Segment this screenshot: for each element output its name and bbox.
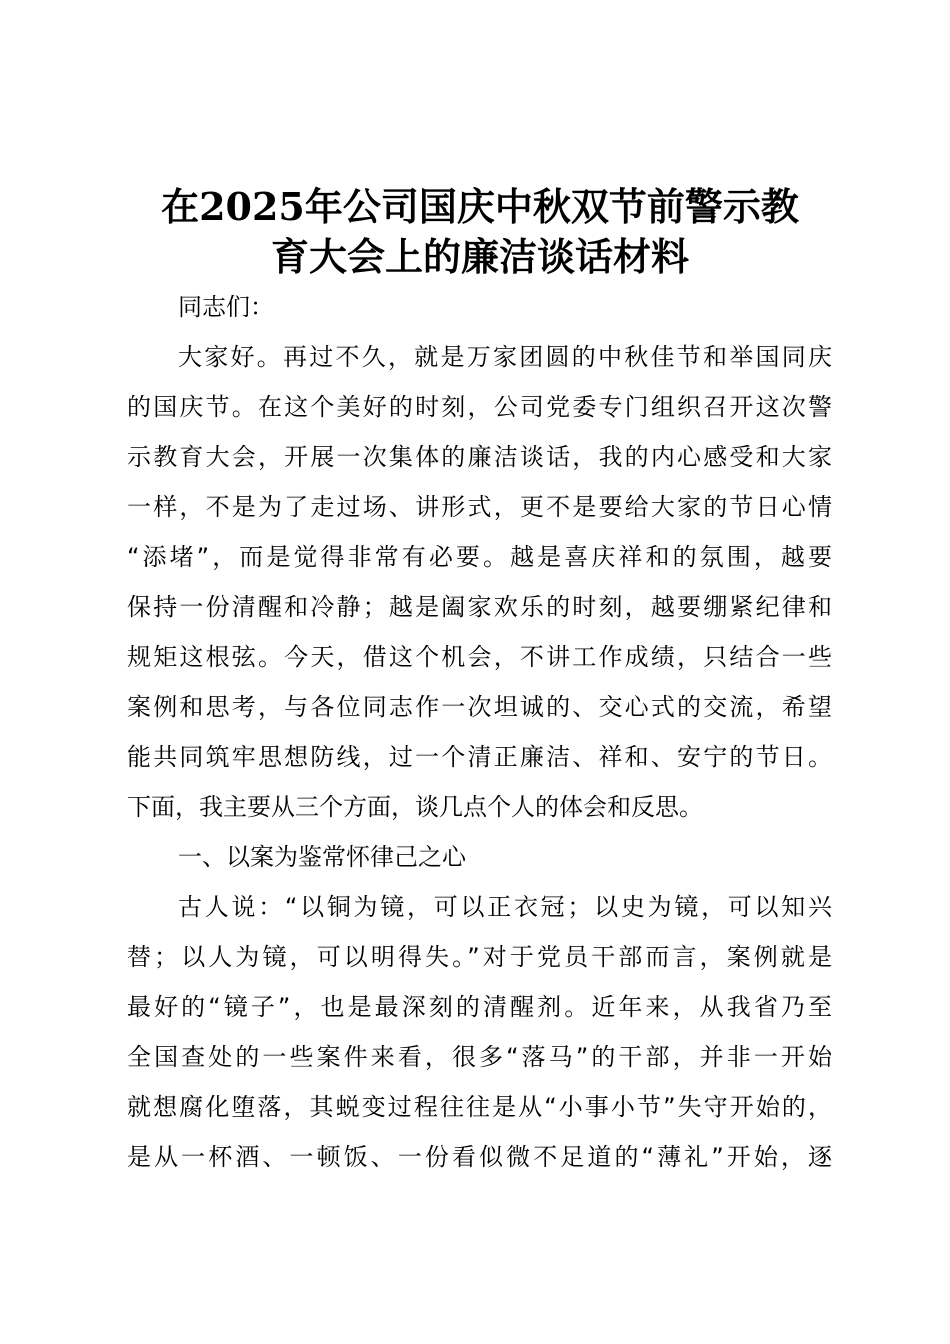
- paragraph-line: 大家好。再过不久，就是万家团圆的中秋佳节和举国同庆: [178, 343, 832, 371]
- paragraph-2: [127, 882, 832, 1182]
- paragraph-line: 的国庆节。在这个美好的时刻，公司党委专门组织召开这次警: [127, 393, 832, 421]
- paragraph-line: 示教育大会，开展一次集体的廉洁谈话，我的内心感受和大家: [127, 443, 832, 471]
- paragraph-line: 就想腐化堕落，其蜕变过程往往是从“小事小节”失守开始的，: [127, 1093, 832, 1121]
- paragraph-line: 最好的“镜子”，也是最深刻的清醒剂。近年来，从我省乃至: [127, 993, 832, 1021]
- paragraph-1: [127, 332, 832, 832]
- document-body: [127, 282, 832, 1182]
- paragraph-line: 替；以人为镜，可以明得失。”对于党员干部而言，案例就是: [127, 943, 832, 971]
- paragraph-line: 一样，不是为了走过场、讲形式，更不是要给大家的节日心情: [127, 493, 832, 521]
- salutation: 同志们：: [178, 293, 274, 321]
- paragraph-line: 全国查处的一些案件来看，很多“落马”的干部，并非一开始: [127, 1043, 832, 1071]
- paragraph-line: 案例和思考，与各位同志作一次坦诚的、交心式的交流，希望: [127, 693, 832, 721]
- paragraph-line: “添堵”，而是觉得非常有必要。越是喜庆祥和的氛围，越要: [127, 543, 832, 571]
- title-line-1: 在2025年公司国庆中秋双节前警示教: [161, 184, 799, 229]
- paragraph-line: 能共同筑牢思想防线，过一个清正廉洁、祥和、安宁的节日。: [127, 743, 832, 771]
- paragraph-line: 是从一杯酒、一顿饭、一份看似微不足道的“薄礼”开始，逐: [127, 1143, 832, 1171]
- title-line-2: 育大会上的廉洁谈话材料: [270, 234, 689, 279]
- paragraph-line: 保持一份清醒和冷静；越是阖家欢乐的时刻，越要绷紧纪律和: [127, 593, 832, 621]
- document-title: [100, 182, 860, 282]
- paragraph-line: 规矩这根弦。今天，借这个机会，不讲工作成绩，只结合一些: [127, 643, 832, 671]
- paragraph-line: 下面，我主要从三个方面，谈几点个人的体会和反思。: [127, 793, 703, 821]
- paragraph-line: 古人说：“以铜为镜，可以正衣冠；以史为镜，可以知兴: [178, 893, 832, 921]
- section-heading-1: 一、以案为鉴常怀律己之心: [178, 843, 466, 871]
